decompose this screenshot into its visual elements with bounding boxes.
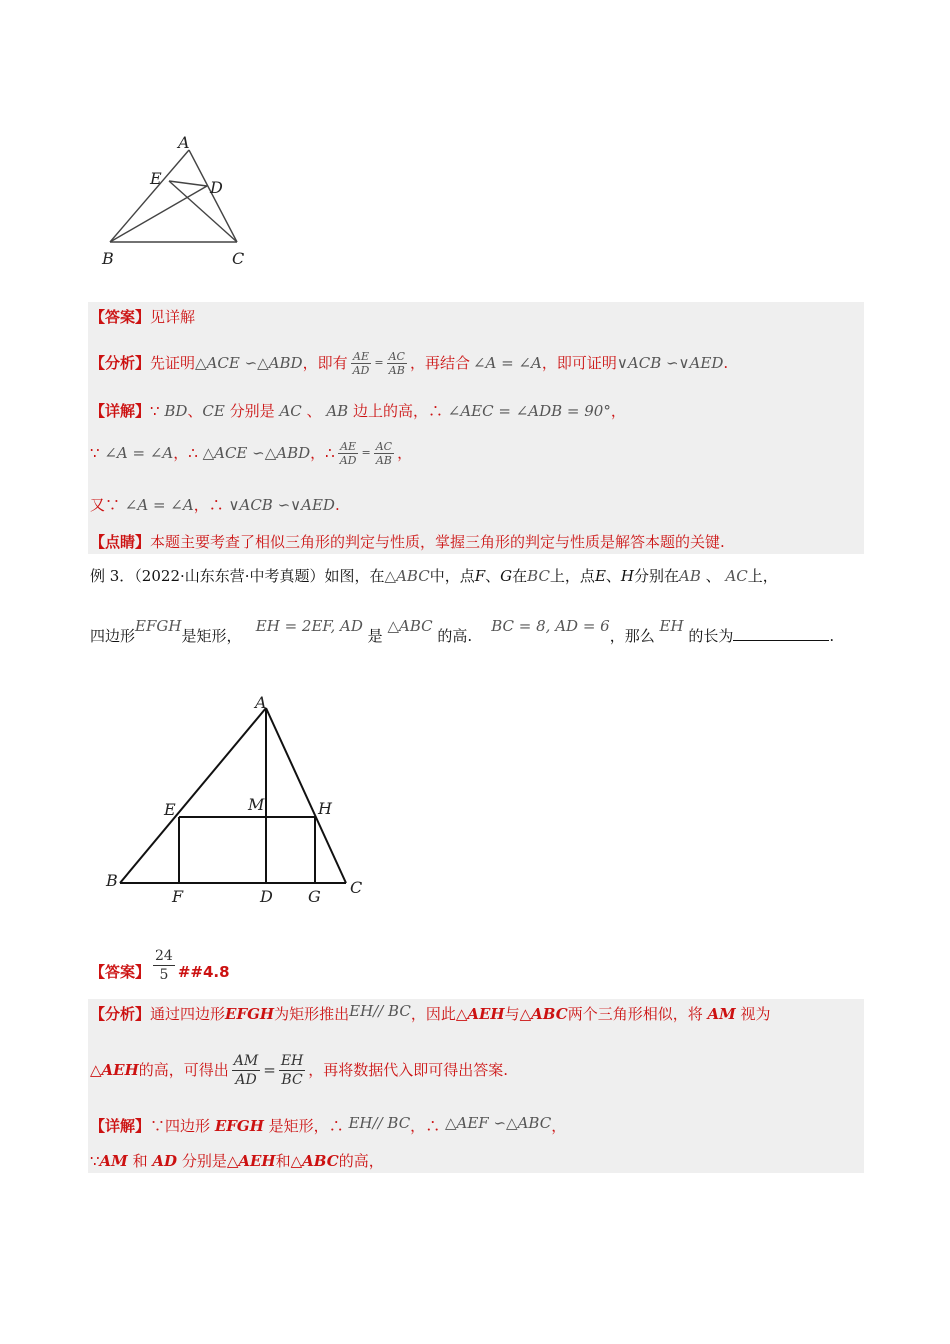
math-angle: ∠A = ∠A xyxy=(472,354,542,372)
analysis-text: ，即可证明 xyxy=(541,354,617,372)
math-similar: ∨ACB ∽∨AED xyxy=(616,354,724,372)
analysis-tag: 【分析】 xyxy=(90,1005,151,1023)
label-m: M xyxy=(248,795,265,814)
figure-triangle-abc-rectangle xyxy=(100,690,370,910)
label-c: C xyxy=(350,878,363,897)
label-h: H xyxy=(318,799,332,818)
answer-text: 见详解 xyxy=(150,308,196,326)
fraction-eh-bc: $\frac{EH}{BC}$ xyxy=(280,1052,304,1088)
ex2-detail-2: ∵ ∠A = ∠A ， ∴ △ACE ∽△ABD ， ∴ $\frac{AE}{AD}$ = $\frac{AC}{AB}$ ， xyxy=(90,439,413,467)
ex2-detail-3: 又∵ ∠A = ∠A，∴ ∨ACB ∽∨AED. xyxy=(90,496,340,514)
label-a: A xyxy=(255,693,267,712)
label-c: C xyxy=(232,249,245,268)
fraction-am-ad: $\frac{AM}{AD}$ xyxy=(233,1052,259,1088)
fraction-ae-ad: $\frac{AE}{AD}$ xyxy=(339,439,357,467)
ex3-analysis-2: △AEH 的高，可得出 $\frac{AM}{AD}$ = $\frac{EH}{BC}$ ，再将数据代入即可得出答案. xyxy=(90,1052,509,1088)
ex3-detail-2: ∵AM 和 AD 分别是△AEH和△ABC的高， xyxy=(90,1152,384,1170)
label-f: F xyxy=(172,887,184,906)
analysis-text: ，即有 xyxy=(302,354,348,372)
label-e: E xyxy=(150,169,162,188)
ex3-question-1: 例 3．（2022·山东东营·中考真题）如图，在△ABC中，点F、G在BC上，点E、H分别在AB 、 AC上， xyxy=(90,567,778,585)
analysis-text: 先证明 xyxy=(150,354,196,372)
figure-triangle-abc-1 xyxy=(96,130,266,275)
analysis-text: ，再结合 xyxy=(409,354,470,372)
answer-tag: 【答案】 xyxy=(90,963,151,981)
comment-text: 本题主要考查了相似三角形的判定与性质，掌握三角形的判定与性质是解答本题的关键. xyxy=(150,533,725,551)
label-a: A xyxy=(178,133,190,152)
detail-tag: 【详解】 xyxy=(90,1117,151,1135)
solution-box-ex2 xyxy=(88,302,864,554)
label-g: G xyxy=(308,887,321,906)
label-d: D xyxy=(260,887,273,906)
label-b: B xyxy=(102,249,114,268)
fraction-ae-ad: $\frac{AE}{AD}$ xyxy=(352,349,370,377)
math-similar: △ACE ∽△ABD xyxy=(195,354,303,372)
ex2-analysis: 【分析】 先证明 △ACE ∽△ABD ，即有 $\frac{AE}{AD}$ = $\frac{AC}{AB}$ ，再结合 ∠A = ∠A ，即可证明 ∨ACB ∽∨AED . xyxy=(90,349,729,377)
fraction-ac-ab: $\frac{AC}{AB}$ xyxy=(388,349,405,377)
answer-alt: ##4.8 xyxy=(177,963,230,981)
ex2-comment xyxy=(90,532,725,552)
ex3-analysis-1: 【分析】通过四边形EFGH为矩形推出EH// BC，因此△AEH与△ABC两个三角形相似，将 AM 视为 xyxy=(90,1002,771,1023)
label-e: E xyxy=(164,800,176,819)
label-d: D xyxy=(210,178,223,197)
label-b: B xyxy=(106,871,118,890)
answer-blank xyxy=(733,626,829,641)
ex3-question-2: 四边形EFGH是矩形， EH = 2EF, AD 是 △ABC 的高. BC = 8, AD = 6，那么 EH 的长为 . xyxy=(90,617,835,645)
ex2-answer xyxy=(90,307,195,327)
ex2-detail-1: 【详解】∵ BD、CE 分别是 AC 、 AB 边上的高，∴ ∠AEC = ∠ADB = 90°， xyxy=(90,402,626,420)
fraction-ac-ab: $\frac{AC}{AB}$ xyxy=(375,439,393,467)
ex3-answer xyxy=(90,940,230,984)
answer-tag: 【答案】 xyxy=(90,308,151,326)
detail-tag: 【详解】 xyxy=(90,402,151,420)
fraction-24-5: $\frac{24}{5}$ xyxy=(155,948,173,983)
analysis-tag: 【分析】 xyxy=(90,354,151,372)
ex3-detail-1: 【详解】∵四边形 EFGH 是矩形，∴ EH// BC，∴ △AEF ∽△ABC， xyxy=(90,1114,567,1135)
comment-tag: 【点睛】 xyxy=(90,533,151,551)
